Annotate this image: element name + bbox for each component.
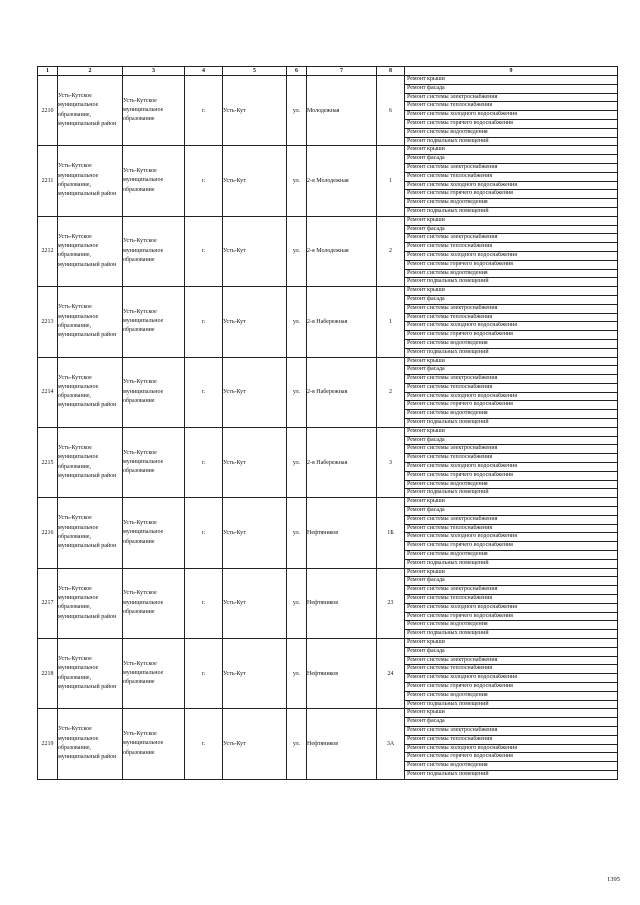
- work-item: Ремонт системы электроснабжения: [405, 375, 617, 384]
- col-header: 2: [58, 67, 123, 76]
- locality-type-cell: г.: [185, 498, 223, 568]
- table-row: [38, 216, 618, 286]
- work-item: Ремонт подвальных помещений: [407, 278, 489, 285]
- locality-type-cell: г.: [185, 146, 223, 216]
- col-header: 8: [377, 67, 405, 76]
- municipality-cell: Усть-Кутское муниципальное образование, муниципальный район: [58, 639, 123, 709]
- work-item: Ремонт системы электроснабжения: [405, 727, 617, 736]
- work-item: Ремонт системы электроснабжения: [405, 234, 617, 243]
- municipality-cell: Усть-Кутское муниципальное образование, муниципальный район: [58, 216, 123, 286]
- work-item: Ремонт системы водоотведения: [405, 762, 617, 771]
- settlement-cell: Усть-Кутское муниципальное образование: [123, 709, 185, 779]
- work-item: Ремонт системы теплоснабжения: [405, 454, 617, 463]
- work-item: Ремонт крыши: [405, 709, 617, 718]
- row-number: 2214: [38, 357, 58, 427]
- house-number-cell: 1: [377, 146, 405, 216]
- work-item: Ремонт системы водоотведения: [405, 621, 617, 630]
- work-item: Ремонт системы электроснабжения: [405, 586, 617, 595]
- work-item: Ремонт системы электроснабжения: [405, 305, 617, 314]
- row-number: 2216: [38, 498, 58, 568]
- work-item: Ремонт системы теплоснабжения: [405, 314, 617, 323]
- work-item: Ремонт системы горячего водоснабжения: [405, 683, 617, 692]
- work-item: Ремонт системы теплоснабжения: [405, 243, 617, 252]
- street-cell: Молодежная: [307, 76, 377, 146]
- house-number-cell: 2: [377, 357, 405, 427]
- table-row: [38, 639, 618, 709]
- work-item: Ремонт фасада: [405, 85, 617, 94]
- col-header: 5: [223, 67, 287, 76]
- work-item: Ремонт крыши: [405, 498, 617, 507]
- work-item: Ремонт крыши: [405, 76, 617, 85]
- settlement-cell: Усть-Кутское муниципальное образование: [123, 216, 185, 286]
- work-item: Ремонт системы теплоснабжения: [405, 595, 617, 604]
- locality-cell: Усть-Кут: [223, 287, 287, 357]
- work-item: Ремонт фасада: [405, 296, 617, 305]
- street-type-cell: ул.: [287, 146, 307, 216]
- locality-type-cell: г.: [185, 639, 223, 709]
- work-item: Ремонт системы горячего водоснабжения: [405, 120, 617, 129]
- work-item: Ремонт системы горячего водоснабжения: [405, 472, 617, 481]
- work-item: Ремонт подвальных помещений: [407, 419, 489, 426]
- work-item: Ремонт системы электроснабжения: [405, 657, 617, 666]
- locality-type-cell: г.: [185, 287, 223, 357]
- house-number-cell: 1Б: [377, 498, 405, 568]
- work-item: Ремонт системы теплоснабжения: [405, 525, 617, 534]
- work-item: Ремонт системы водоотведения: [405, 692, 617, 701]
- work-item: Ремонт фасада: [405, 155, 617, 164]
- locality-type-cell: г.: [185, 427, 223, 497]
- work-item: Ремонт системы холодного водоснабжения: [405, 604, 617, 613]
- table-row: [38, 568, 618, 638]
- works-cell: [405, 498, 618, 568]
- municipality-cell: Усть-Кутское муниципальное образование, муниципальный район: [58, 287, 123, 357]
- works-cell: [405, 357, 618, 427]
- street-type-cell: ул.: [287, 639, 307, 709]
- work-item: Ремонт системы электроснабжения: [405, 445, 617, 454]
- municipality-cell: Усть-Кутское муниципальное образование, муниципальный район: [58, 76, 123, 146]
- work-item: Ремонт фасада: [405, 507, 617, 516]
- street-type-cell: ул.: [287, 287, 307, 357]
- work-item: Ремонт системы горячего водоснабжения: [405, 190, 617, 199]
- work-item: Ремонт системы водоотведения: [405, 551, 617, 560]
- municipality-cell: Усть-Кутское муниципальное образование, муниципальный район: [58, 568, 123, 638]
- street-cell: 2-я Молодежная: [307, 216, 377, 286]
- row-number: 2213: [38, 287, 58, 357]
- work-item: Ремонт фасада: [405, 718, 617, 727]
- work-item: Ремонт системы электроснабжения: [405, 94, 617, 103]
- street-cell: Нефтяников: [307, 639, 377, 709]
- row-number: 2212: [38, 216, 58, 286]
- street-cell: Нефтяников: [307, 498, 377, 568]
- work-item: Ремонт системы холодного водоснабжения: [405, 533, 617, 542]
- settlement-cell: Усть-Кутское муниципальное образование: [123, 76, 185, 146]
- works-cell: [405, 216, 618, 286]
- work-item: Ремонт системы электроснабжения: [405, 516, 617, 525]
- work-item: Ремонт системы холодного водоснабжения: [405, 111, 617, 120]
- work-item: Ремонт системы горячего водоснабжения: [405, 261, 617, 270]
- row-number: 2210: [38, 76, 58, 146]
- work-item: Ремонт системы холодного водоснабжения: [405, 322, 617, 331]
- work-item: Ремонт подвальных помещений: [407, 137, 489, 144]
- row-number: 2215: [38, 427, 58, 497]
- work-item: Ремонт подвальных помещений: [407, 700, 489, 707]
- row-number: 2218: [38, 639, 58, 709]
- house-number-cell: 3: [377, 427, 405, 497]
- works-cell: [405, 709, 618, 779]
- house-number-cell: 23: [377, 568, 405, 638]
- work-item: Ремонт фасада: [405, 577, 617, 586]
- col-header: 1: [38, 67, 58, 76]
- col-header: 9: [405, 67, 618, 76]
- table-row: [38, 498, 618, 568]
- municipality-cell: Усть-Кутское муниципальное образование, муниципальный район: [58, 709, 123, 779]
- municipality-cell: Усть-Кутское муниципальное образование, муниципальный район: [58, 146, 123, 216]
- work-item: Ремонт подвальных помещений: [407, 630, 489, 637]
- locality-cell: Усть-Кут: [223, 146, 287, 216]
- work-item: Ремонт подвальных помещений: [407, 207, 489, 214]
- work-item: Ремонт подвальных помещений: [407, 348, 489, 355]
- work-item: Ремонт системы теплоснабжения: [405, 384, 617, 393]
- settlement-cell: Усть-Кутское муниципальное образование: [123, 498, 185, 568]
- locality-type-cell: г.: [185, 357, 223, 427]
- work-item: Ремонт крыши: [405, 358, 617, 367]
- works-cell: [405, 639, 618, 709]
- locality-type-cell: г.: [185, 216, 223, 286]
- locality-cell: Усть-Кут: [223, 427, 287, 497]
- locality-cell: Усть-Кут: [223, 568, 287, 638]
- header-row: [38, 67, 618, 76]
- work-item: Ремонт системы водоотведения: [405, 410, 617, 419]
- street-cell: 2-я Набережная: [307, 287, 377, 357]
- works-cell: [405, 568, 618, 638]
- work-item: Ремонт фасада: [405, 648, 617, 657]
- house-number-cell: 24: [377, 639, 405, 709]
- work-item: Ремонт системы водоотведения: [405, 481, 617, 490]
- works-cell: [405, 76, 618, 146]
- locality-cell: Усть-Кут: [223, 639, 287, 709]
- locality-type-cell: г.: [185, 568, 223, 638]
- street-type-cell: ул.: [287, 76, 307, 146]
- settlement-cell: Усть-Кутское муниципальное образование: [123, 639, 185, 709]
- works-cell: [405, 287, 618, 357]
- work-item: Ремонт системы горячего водоснабжения: [405, 753, 617, 762]
- work-item: Ремонт фасада: [405, 366, 617, 375]
- work-item: Ремонт системы холодного водоснабжения: [405, 745, 617, 754]
- locality-cell: Усть-Кут: [223, 216, 287, 286]
- table-row: [38, 357, 618, 427]
- work-item: Ремонт системы холодного водоснабжения: [405, 393, 617, 402]
- street-type-cell: ул.: [287, 709, 307, 779]
- work-item: Ремонт системы горячего водоснабжения: [405, 613, 617, 622]
- locality-type-cell: г.: [185, 76, 223, 146]
- work-item: Ремонт крыши: [405, 639, 617, 648]
- house-number-cell: 3А: [377, 709, 405, 779]
- work-item: Ремонт системы горячего водоснабжения: [405, 401, 617, 410]
- work-item: Ремонт крыши: [405, 569, 617, 578]
- municipality-cell: Усть-Кутское муниципальное образование, муниципальный район: [58, 498, 123, 568]
- work-item: Ремонт системы холодного водоснабжения: [405, 463, 617, 472]
- work-item: Ремонт системы теплоснабжения: [405, 665, 617, 674]
- work-item: Ремонт системы холодного водоснабжения: [405, 252, 617, 261]
- street-type-cell: ул.: [287, 427, 307, 497]
- work-item: Ремонт системы горячего водоснабжения: [405, 542, 617, 551]
- work-item: Ремонт подвальных помещений: [407, 489, 489, 496]
- street-type-cell: ул.: [287, 216, 307, 286]
- work-item: Ремонт подвальных помещений: [407, 770, 489, 777]
- works-cell: [405, 427, 618, 497]
- work-item: Ремонт системы водоотведения: [405, 129, 617, 138]
- street-cell: Нефтяников: [307, 709, 377, 779]
- settlement-cell: Усть-Кутское муниципальное образование: [123, 568, 185, 638]
- work-item: Ремонт крыши: [405, 287, 617, 296]
- col-header: 4: [185, 67, 223, 76]
- col-header: 6: [287, 67, 307, 76]
- locality-cell: Усть-Кут: [223, 76, 287, 146]
- work-item: Ремонт системы теплоснабжения: [405, 736, 617, 745]
- row-number: 2219: [38, 709, 58, 779]
- locality-cell: Усть-Кут: [223, 357, 287, 427]
- row-number: 2211: [38, 146, 58, 216]
- table-body: [38, 76, 618, 780]
- settlement-cell: Усть-Кутское муниципальное образование: [123, 146, 185, 216]
- col-header: 3: [123, 67, 185, 76]
- locality-type-cell: г.: [185, 709, 223, 779]
- work-item: Ремонт крыши: [405, 217, 617, 226]
- street-cell: 2-я Молодежная: [307, 146, 377, 216]
- work-item: Ремонт фасада: [405, 226, 617, 235]
- work-item: Ремонт фасада: [405, 437, 617, 446]
- work-item: Ремонт системы водоотведения: [405, 270, 617, 279]
- street-cell: Нефтяников: [307, 568, 377, 638]
- table-row: [38, 709, 618, 779]
- work-item: Ремонт системы водоотведения: [405, 340, 617, 349]
- work-item: Ремонт системы холодного водоснабжения: [405, 674, 617, 683]
- work-item: Ремонт системы теплоснабжения: [405, 102, 617, 111]
- house-number-cell: 2: [377, 216, 405, 286]
- street-cell: 2-я Набережная: [307, 427, 377, 497]
- locality-cell: Усть-Кут: [223, 709, 287, 779]
- work-item: Ремонт подвальных помещений: [407, 559, 489, 566]
- work-item: Ремонт системы теплоснабжения: [405, 173, 617, 182]
- municipality-cell: Усть-Кутское муниципальное образование, муниципальный район: [58, 427, 123, 497]
- work-item: Ремонт крыши: [405, 428, 617, 437]
- table-row: [38, 76, 618, 146]
- municipality-cell: Усть-Кутское муниципальное образование, муниципальный район: [58, 357, 123, 427]
- street-type-cell: ул.: [287, 568, 307, 638]
- settlement-cell: Усть-Кутское муниципальное образование: [123, 427, 185, 497]
- table-row: [38, 146, 618, 216]
- table-row: [38, 427, 618, 497]
- registry-table: [37, 66, 618, 780]
- street-type-cell: ул.: [287, 357, 307, 427]
- settlement-cell: Усть-Кутское муниципальное образование: [123, 287, 185, 357]
- col-header: 7: [307, 67, 377, 76]
- table-row: [38, 287, 618, 357]
- house-number-cell: 1: [377, 287, 405, 357]
- house-number-cell: 6: [377, 76, 405, 146]
- work-item: Ремонт крыши: [405, 146, 617, 155]
- work-item: Ремонт системы горячего водоснабжения: [405, 331, 617, 340]
- settlement-cell: Усть-Кутское муниципальное образование: [123, 357, 185, 427]
- work-item: Ремонт системы водоотведения: [405, 199, 617, 208]
- page-number: 1395: [607, 876, 620, 883]
- work-item: Ремонт системы электроснабжения: [405, 164, 617, 173]
- street-type-cell: ул.: [287, 498, 307, 568]
- work-item: Ремонт системы холодного водоснабжения: [405, 182, 617, 191]
- works-cell: [405, 146, 618, 216]
- row-number: 2217: [38, 568, 58, 638]
- locality-cell: Усть-Кут: [223, 498, 287, 568]
- street-cell: 2-я Набережная: [307, 357, 377, 427]
